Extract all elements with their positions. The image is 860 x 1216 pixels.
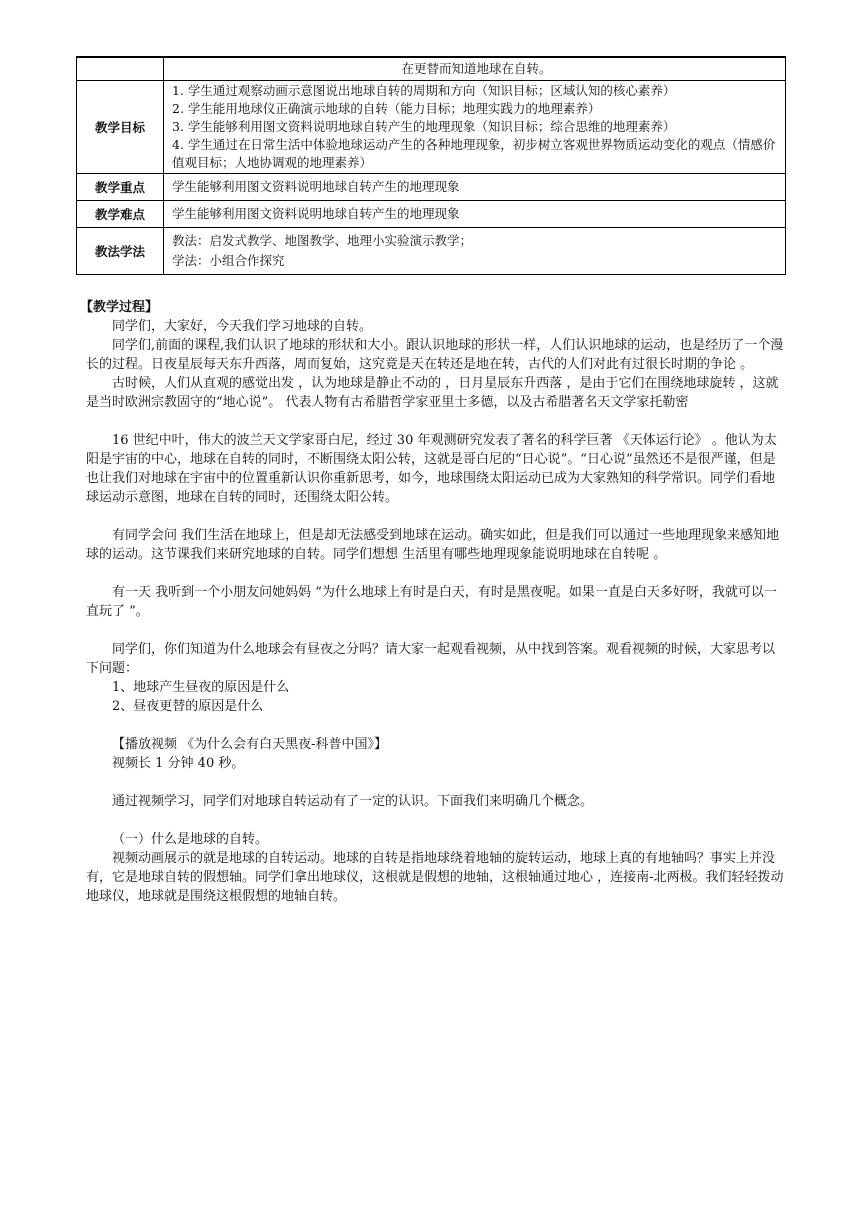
goals-label: 教学目标 — [77, 81, 164, 174]
goal-item: 3. 学生能够利用图文资料说明地球自转产生的地理现象（知识目标；综合思维的地理素养） — [172, 119, 676, 134]
spacer — [86, 716, 786, 735]
goal-item: 1. 学生通过观察动画示意图说出地球自转的周期和方向（知识目标；区域认知的核心素养） — [172, 83, 676, 98]
video-length: 视频长 1 分钟 40 秒。 — [112, 756, 245, 771]
spacer — [86, 773, 786, 792]
table-row-key-point — [77, 174, 786, 201]
goal-item: 4. 学生通过在日常生活中体验地球运动产生的各种地理现象，初步树立客观世界物质运动变化的观点（情感价值观目标；人地协调观的地理素养） — [172, 137, 776, 170]
paragraph: 有同学会问 我们生活在地球上，但是却无法感受到地球在运动。确实如此，但是我们可以通过一些地理现象来感知地球的运动。这节课我们来研究地球的自转。同学们想想 生活里有哪些地理现象能说明地球在自转呢 。 — [86, 528, 780, 562]
table-row-goals — [77, 81, 786, 174]
method-label: 教法学法 — [77, 228, 164, 275]
subsection-title: （一）什么是地球的自转。 — [112, 832, 269, 847]
spacer — [86, 412, 786, 431]
table-row-continuation — [77, 57, 786, 81]
paragraph: 通过视频学习，同学们对地球自转运动有了一定的认识。下面我们来明确几个概念。 — [112, 794, 594, 809]
key-point-text: 学生能够利用图文资料说明地球自转产生的地理现象 — [164, 174, 786, 201]
empty-label-cell — [77, 57, 164, 81]
method-cell — [164, 228, 786, 275]
teaching-process — [80, 298, 786, 906]
spacer — [86, 811, 786, 830]
paragraph: 有一天 我听到一个小朋友问她妈妈 “为什么地球上有时是白天，有时是黑夜呢。如果一直是白天多好呀，我就可以一直玩了 ”。 — [86, 585, 777, 619]
paragraph: 同学们，你们知道为什么地球会有昼夜之分吗？请大家一起观看视频，从中找到答案。观看视频的时候，大家思考以下问题： — [86, 642, 776, 676]
paragraph: 同学们，大家好，今天我们学习地球的自转。 — [112, 319, 373, 334]
goal-item: 2. 学生能用地球仪正确演示地球的自转（能力目标；地理实践力的地理素养） — [172, 101, 601, 116]
question-item: 2、昼夜更替的原因是什么 — [112, 699, 264, 714]
video-title: 【播放视频 《为什么会有白天黑夜-科普中国》】 — [112, 737, 388, 752]
key-point-label: 教学重点 — [77, 174, 164, 201]
process-heading: 【教学过程】 — [80, 300, 159, 315]
paragraph: 古时候，人们从直观的感觉出发 ，认为地球是静止不动的 ，日月星辰东升西落 ，是由于它们在围绕地球旋转 ，这就是当时欧洲宗教固守的“地心说”。 代表人物有古希腊哲学家亚里士多德，以及古希腊著名天文学家托勒密 — [86, 376, 779, 410]
table-row-method — [77, 228, 786, 275]
learning-method: 学法：小组合作探究 — [172, 253, 285, 268]
table-row-difficulty — [77, 201, 786, 228]
spacer — [86, 621, 786, 640]
spacer — [86, 507, 786, 526]
teaching-method: 教法：启发式教学、地图教学、地理小实验演示教学； — [172, 233, 473, 248]
spacer — [86, 564, 786, 583]
paragraph: 16 世纪中叶，伟大的波兰天文学家哥白尼，经过 30 年观测研究发表了著名的科学巨著 《天体运行论》 。他认为太阳是宇宙的中心，地球在自转的同时，不断围绕太阳公转，这就是哥白尼的“日心说”。“日心说”虽然还不是很严谨，但是也让我们对地球在宇宙中的位置重新认识你重新思考，如今，地球围绕太阳运动已成为大家熟知的科学常识。同学们看地球运动示意图，地球在自转的同时，还围绕太阳公转。 — [86, 433, 777, 505]
paragraph: 视频动画展示的就是地球的自转运动。地球的自转是指地球绕着地轴的旋转运动，地球上真的有地轴吗？事实上并没有，它是地球自转的假想轴。同学们拿出地球仪，这根就是假想的地轴，这根轴通过地心 ，连接南-北两极。我们轻轻拨动地球仪，地球就是围绕这根假想的地轴自转。 — [86, 851, 784, 904]
paragraph: 同学们,前面的课程,我们认识了地球的形状和大小。跟认识地球的形状一样，人们认识地球的运动，也是经历了一个漫长的过程。日夜星辰每天东升西落，周而复始，这究竟是天在转还是地在转，古代的人们对此有过很长时期的争论 。 — [86, 338, 784, 372]
difficulty-label: 教学难点 — [77, 201, 164, 228]
goals-cell — [164, 81, 786, 174]
question-item: 1、地球产生昼夜的原因是什么 — [112, 680, 290, 695]
difficulty-text: 学生能够利用图文资料说明地球自转产生的地理现象 — [164, 201, 786, 228]
continuation-text: 在更替而知道地球在自转。 — [164, 57, 786, 81]
lesson-plan-table — [76, 56, 786, 275]
